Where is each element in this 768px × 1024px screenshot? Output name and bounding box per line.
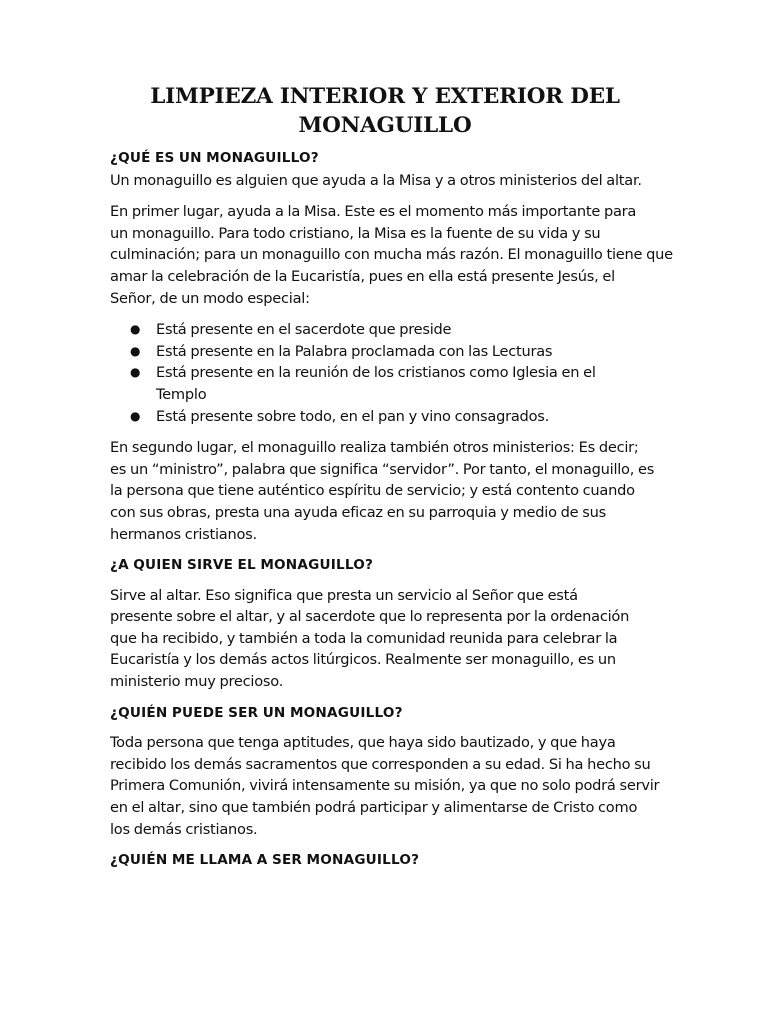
- text-line: es un “ministro”, palabra que significa “servidor”. Por tanto, el monaguillo, es: [110, 460, 655, 478]
- section-heading: ¿QUÉ ES UN MONAGUILLO?: [110, 150, 319, 166]
- section-quien-me-llama: [110, 850, 660, 872]
- text-line: Está presente en el sacerdote que preside: [156, 321, 452, 339]
- title-line-1: LIMPIEZA INTERIOR Y EXTERIOR DEL: [150, 84, 620, 109]
- paragraph: [110, 201, 673, 309]
- paragraph: [110, 170, 660, 192]
- text-line: presente sobre el altar, y al sacerdote que lo representa por la ordenación: [110, 608, 630, 626]
- section-heading: ¿QUIÉN ME LLAMA A SER MONAGUILLO?: [110, 852, 420, 869]
- text-line: que ha recibido, y también a toda la comunidad reunida para celebrar la: [110, 629, 618, 647]
- list-item: [110, 319, 660, 341]
- text-line: En primer lugar, ayuda a la Misa. Este es el momento más importante para: [110, 203, 637, 221]
- bullet-list: [110, 319, 660, 427]
- text-line: Primera Comunión, vivirá intensamente su misión, ya que no solo podrá servir: [110, 777, 660, 795]
- document-page: [110, 82, 673, 872]
- text-line: Un monaguillo es alguien que ayuda a la Misa y a otros ministerios del altar.: [110, 171, 642, 189]
- text-line: hermanos cristianos.: [110, 525, 257, 543]
- text-line: Está presente sobre todo, en el pan y vino consagrados.: [156, 407, 549, 425]
- text-line: la persona que tiene auténtico espíritu de servicio; y está contento cuando: [110, 482, 635, 500]
- bullet-icon: ●: [130, 322, 141, 337]
- text-line: Toda persona que tenga aptitudes, que haya sido bautizado, y que haya: [110, 734, 616, 752]
- title-line-2: MONAGUILLO: [298, 113, 472, 138]
- section-a-quien-sirve: [110, 555, 660, 693]
- list-item: [110, 362, 660, 405]
- document-title: [110, 82, 660, 140]
- text-line: Templo: [156, 385, 207, 403]
- section-quien-puede: [110, 703, 660, 841]
- paragraph: [110, 437, 660, 545]
- text-line: culminación; para un monaguillo con mucha más razón. El monaguillo tiene que: [110, 246, 673, 264]
- section-heading: ¿QUIÉN PUEDE SER UN MONAGUILLO?: [110, 704, 403, 721]
- section-heading: ¿A QUIEN SIRVE EL MONAGUILLO?: [110, 557, 374, 574]
- text-line: un monaguillo. Para todo cristiano, la Misa es la fuente de su vida y su: [110, 224, 601, 242]
- list-item: [110, 406, 660, 428]
- text-line: En segundo lugar, el monaguillo realiza también otros ministerios: Es decir;: [110, 439, 639, 457]
- bullet-icon: ●: [130, 343, 141, 358]
- text-line: ministerio muy precioso.: [110, 673, 284, 691]
- text-line: Eucaristía y los demás actos litúrgicos. Realmente ser monaguillo, es un: [110, 651, 616, 669]
- text-line: con sus obras, presta una ayuda eficaz en su parroquia y medio de sus: [110, 503, 606, 521]
- section-que-es: [110, 148, 673, 545]
- text-line: amar la celebración de la Eucaristía, pues en ella está presente Jesús, el: [110, 267, 615, 285]
- text-line: Sirve al altar. Eso significa que presta un servicio al Señor que está: [110, 586, 578, 604]
- bullet-icon: ●: [130, 365, 141, 380]
- text-line: Está presente en la reunión de los cristianos como Iglesia en el: [156, 364, 596, 382]
- text-line: recibido los demás sacramentos que corresponden a su edad. Si ha hecho su: [110, 755, 651, 773]
- list-item: [110, 341, 660, 363]
- paragraph: [110, 732, 660, 840]
- text-line: en el altar, sino que también podrá participar y alimentarse de Cristo como: [110, 799, 638, 817]
- bullet-icon: ●: [130, 408, 141, 423]
- text-line: los demás cristianos.: [110, 820, 258, 838]
- text-line: Señor, de un modo especial:: [110, 289, 310, 307]
- paragraph: [110, 585, 660, 693]
- text-line: Está presente en la Palabra proclamada con las Lecturas: [156, 342, 553, 360]
